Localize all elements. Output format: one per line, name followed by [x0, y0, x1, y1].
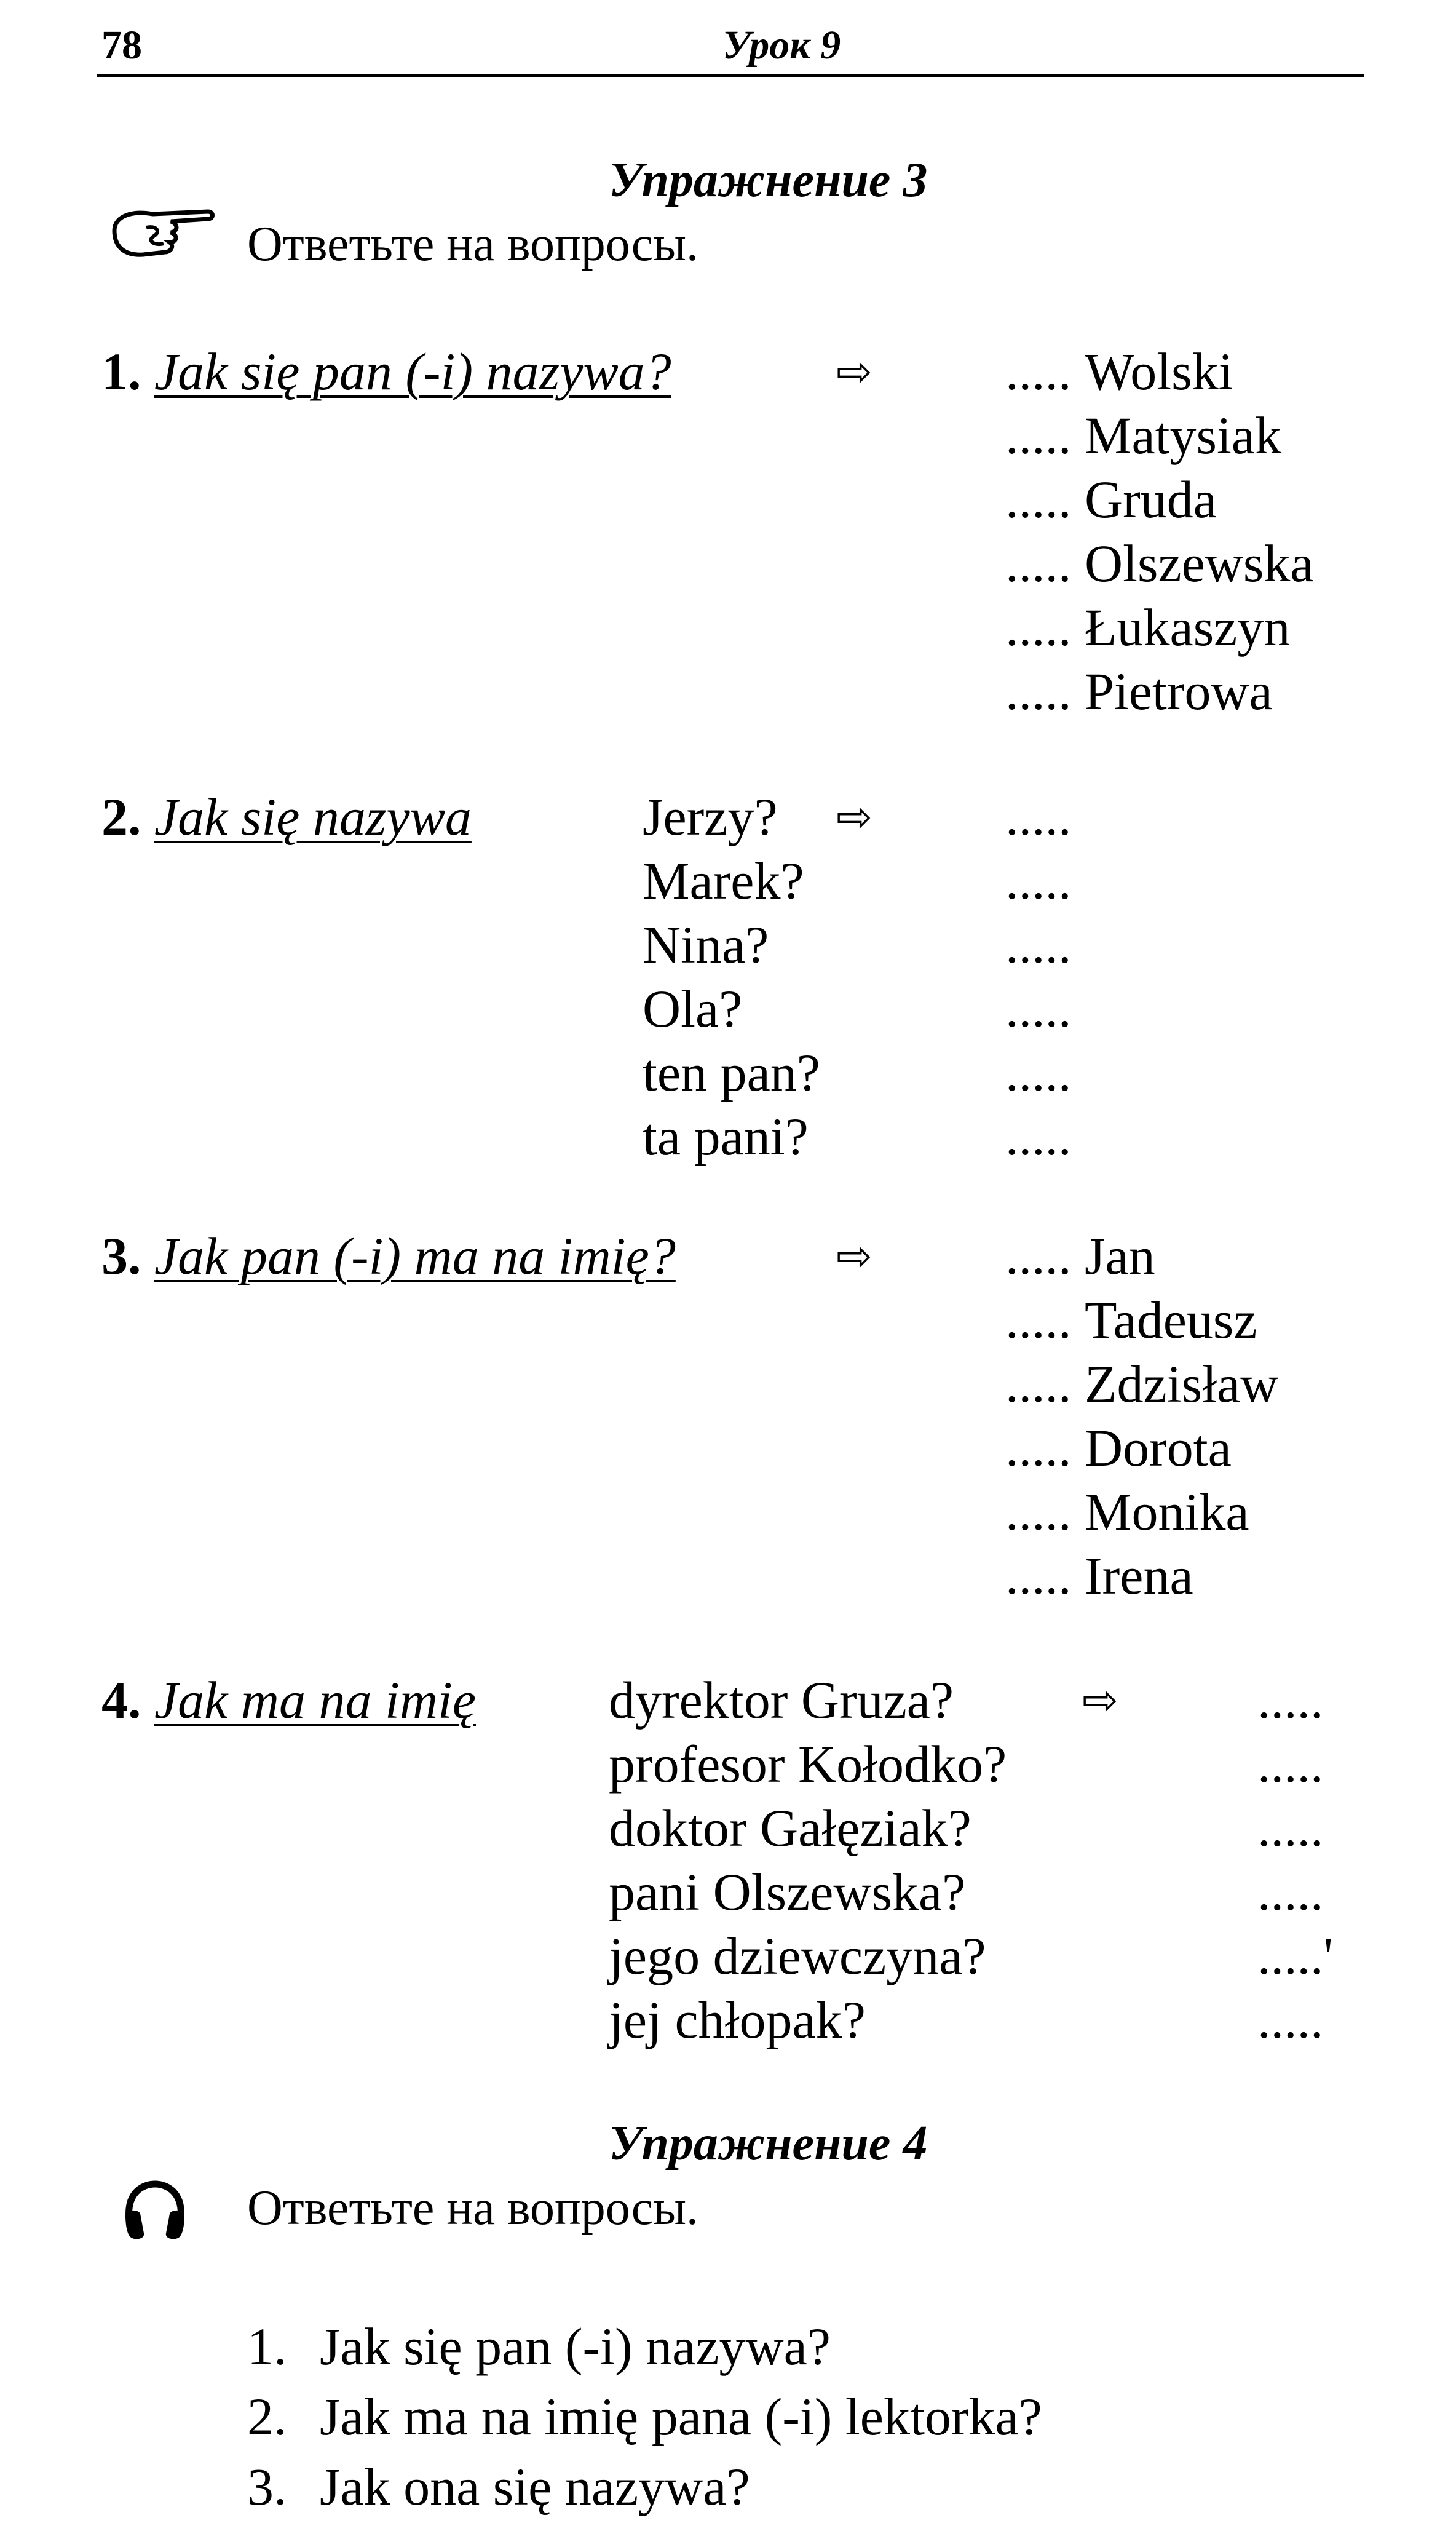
question-1-number: 1.	[101, 342, 141, 401]
arrow-icon: ⇨	[1082, 1675, 1118, 1725]
question-2	[101, 785, 472, 849]
page-number: 78	[101, 23, 142, 68]
question-4-text: Jak ma na imię	[154, 1671, 477, 1730]
answer-line: .....	[1005, 1107, 1072, 1166]
prompt-line: Nina?	[643, 915, 769, 974]
answer-line: ..... Pietrowa	[1005, 662, 1273, 721]
question-1	[101, 340, 671, 403]
arrow-icon: ⇨	[836, 1231, 872, 1281]
question-1-text: Jak się pan (-i) nazywa?	[154, 342, 671, 401]
answer-line: .....	[1257, 1671, 1324, 1730]
question-4	[101, 1668, 476, 1732]
answer-line: .....	[1257, 1862, 1324, 1921]
question-2-text: Jak się nazywa	[154, 787, 472, 846]
list-item-number: 3.	[247, 2457, 287, 2516]
exercise-3-title: Упражнение 3	[609, 153, 928, 207]
question-4-prompts	[609, 1668, 1007, 2052]
question-2-prompts	[643, 785, 820, 1169]
list-item-number: 2.	[247, 2387, 287, 2446]
prompt-line: Ola?	[643, 979, 743, 1038]
prompt-line: profesor Kołodko?	[609, 1734, 1007, 1794]
prompt-line: doktor Gałęziak?	[609, 1798, 971, 1857]
list-item	[247, 2311, 1042, 2382]
list-item-text: Jak ona się nazywa?	[320, 2457, 750, 2516]
answer-line: .....	[1257, 1798, 1324, 1857]
answer-line: ..... Gruda	[1005, 470, 1217, 529]
prompt-line: jej chłopak?	[609, 1990, 866, 2049]
question-3-number: 3.	[101, 1226, 141, 1285]
headphones-icon	[121, 2180, 189, 2245]
answer-line: ..... Irena	[1005, 1546, 1193, 1605]
question-3-answers	[1005, 1224, 1278, 1608]
answer-line: .....	[1005, 1043, 1072, 1102]
answer-line: .....	[1005, 787, 1072, 846]
question-3	[101, 1224, 676, 1288]
answer-line: .....'	[1257, 1926, 1333, 1985]
answer-line: ..... Olszewska	[1005, 534, 1314, 593]
prompt-line: Jerzy?	[643, 787, 778, 846]
answer-line: .....	[1005, 915, 1072, 974]
prompt-line: dyrektor Gruza?	[609, 1671, 954, 1730]
list-item-text: Jak ma na imię pana (-i) lektorka?	[320, 2387, 1042, 2446]
prompt-line: ta pani?	[643, 1107, 809, 1166]
prompt-line: pani Olszewska?	[609, 1862, 966, 1921]
answer-line: ..... Łukaszyn	[1005, 598, 1291, 657]
list-item	[247, 2452, 1042, 2522]
answer-line: .....	[1005, 979, 1072, 1038]
prompt-line: ten pan?	[643, 1043, 820, 1102]
answer-line: .....	[1257, 1734, 1324, 1794]
question-1-answers	[1005, 340, 1314, 723]
answer-line: ..... Monika	[1005, 1482, 1249, 1541]
list-item-number: 1.	[247, 2317, 287, 2376]
question-2-answers	[1005, 785, 1072, 1169]
arrow-icon: ⇨	[836, 792, 872, 842]
header-rule	[97, 74, 1364, 77]
pointing-hand-icon	[109, 203, 217, 264]
list-item	[247, 2382, 1042, 2452]
answer-line: ..... Wolski	[1005, 342, 1233, 401]
running-head-lesson: Урок 9	[722, 23, 841, 68]
answer-line: .....	[1005, 851, 1072, 910]
question-4-number: 4.	[101, 1671, 141, 1730]
question-3-text: Jak pan (-i) ma na imię?	[154, 1226, 676, 1285]
prompt-line: Marek?	[643, 851, 804, 910]
answer-line: ..... Jan	[1005, 1226, 1155, 1285]
question-2-number: 2.	[101, 787, 141, 846]
arrow-icon: ⇨	[836, 346, 872, 397]
exercise-4-instruction: Ответьте на вопросы.	[247, 2181, 699, 2235]
exercise-4-title: Упражнение 4	[609, 2116, 928, 2171]
exercise-3-instruction: Ответьте на вопросы.	[247, 217, 699, 271]
question-4-answers	[1257, 1668, 1333, 2052]
answer-line: ..... Zdzisław	[1005, 1354, 1279, 1413]
list-item-text: Jak się pan (-i) nazywa?	[320, 2317, 831, 2376]
answer-line: .....	[1257, 1990, 1324, 2049]
answer-line: ..... Tadeusz	[1005, 1290, 1257, 1349]
exercise-4-list	[247, 2311, 1042, 2522]
answer-line: ..... Dorota	[1005, 1418, 1232, 1477]
prompt-line: jego dziewczyna?	[609, 1926, 986, 1985]
answer-line: ..... Matysiak	[1005, 406, 1282, 465]
